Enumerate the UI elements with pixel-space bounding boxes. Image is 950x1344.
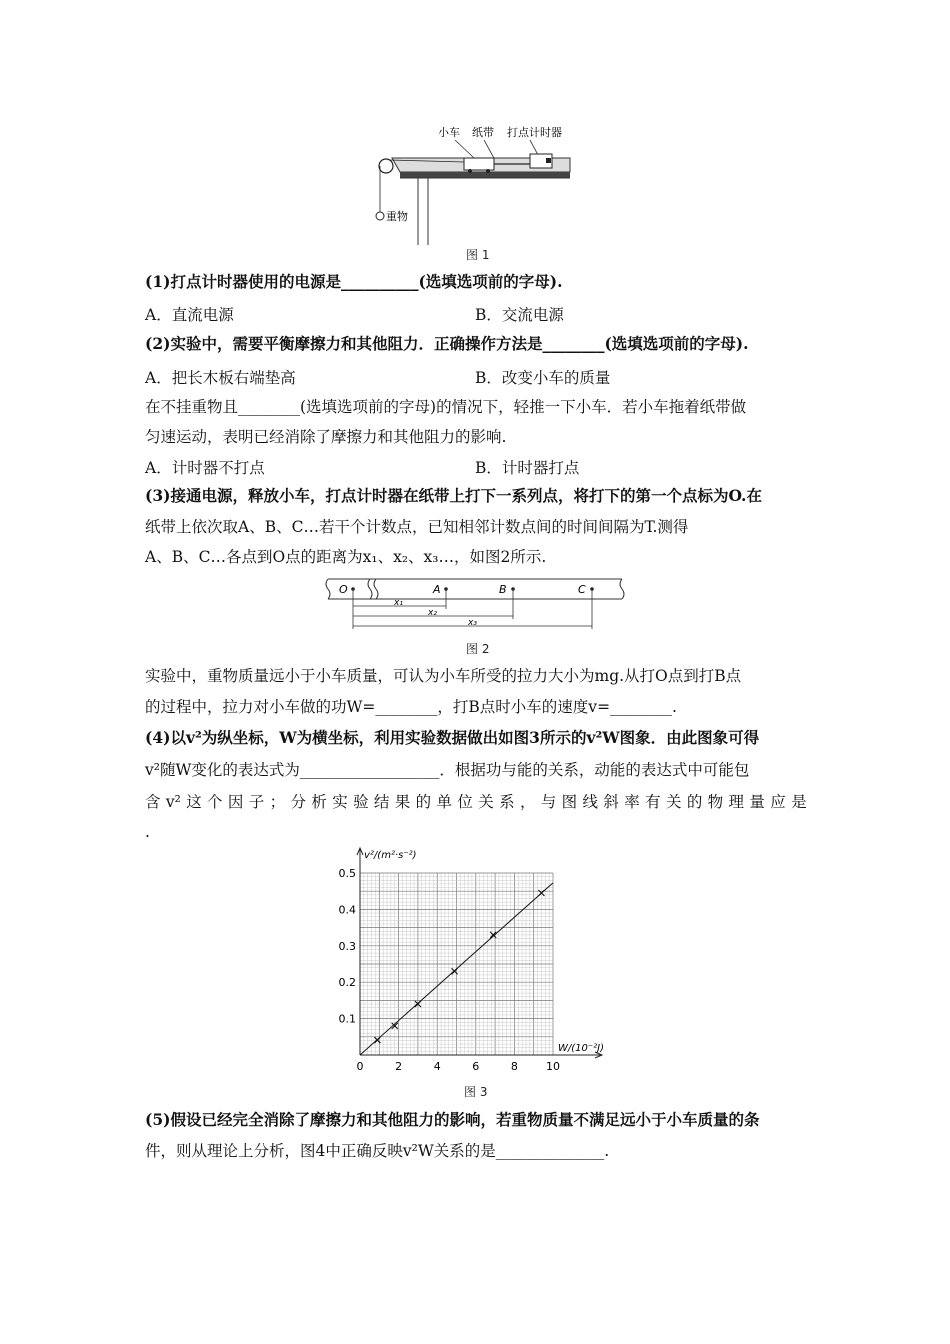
- q4-line3-char: 系: [499, 793, 515, 811]
- y-tick-label: 0.4: [338, 903, 356, 917]
- y-tick-label: 0.2: [338, 976, 356, 990]
- q4-line3-char: 斜: [603, 793, 619, 811]
- q1-option-a: A．直流电源: [145, 306, 234, 324]
- fig1-label-cart: 小车: [438, 126, 460, 139]
- q4-line3-char: 是: [791, 793, 807, 811]
- q5-line2: 件，则从理论上分析，图4中正确反映v²W关系的是______________.: [145, 1142, 610, 1160]
- label-o: O: [339, 583, 348, 596]
- q4-line3-char: 验: [353, 793, 369, 811]
- q2-option-b2: B．计时器打点: [475, 459, 580, 477]
- q2-stem2-line2: 匀速运动，表明已经消除了摩擦力和其他阻力的影响.: [145, 428, 507, 446]
- q4-line2: v²随W变化的表达式为__________________．根据功与能的关系，动能的表达式中可能包: [145, 761, 750, 779]
- y-tick-label: 0.5: [338, 867, 356, 880]
- x-tick-label: 8: [510, 1060, 518, 1073]
- q2-stem: (2)实验中，需要平衡摩擦力和其他阻力．正确操作方法是________(选填选项前的字母).: [145, 334, 749, 353]
- q4-line3-char: 关: [665, 793, 682, 811]
- figure-1-apparatus: [370, 120, 590, 250]
- q4-line3-char: 物: [707, 793, 724, 811]
- q4-line3-char: 理: [728, 793, 745, 811]
- q4-line3-char: 的: [415, 793, 432, 811]
- label-x3: x₃: [468, 618, 477, 628]
- label-b: B: [499, 583, 507, 596]
- figure-3-caption: 图 3: [464, 1085, 488, 1099]
- q4-line3-char: 量: [749, 793, 765, 811]
- x-tick-label: 0: [356, 1060, 364, 1073]
- q4-line3-char: 有: [645, 793, 661, 811]
- q3-line1: (3)接通电源，释放小车，打点计时器在纸带上打下一系列点，将打下的第一个点标为O.在: [145, 486, 762, 505]
- q4-line4: .: [145, 823, 150, 841]
- q4-line3-char: 因: [227, 793, 244, 811]
- q4-line3-char: ；: [269, 793, 286, 811]
- q3-line3: A、B、C…各点到O点的距离为x₁、x₂、x₃…，如图2所示.: [145, 548, 547, 566]
- fig1-label-weight: 重物: [386, 210, 408, 223]
- q4-line3-char: 含: [145, 793, 161, 811]
- q4-line3-char: 应: [770, 793, 786, 811]
- label-x1: x₁: [394, 598, 403, 608]
- q4-line3-char: 位: [457, 793, 473, 811]
- q4-line3-char: v²: [165, 793, 181, 811]
- q4-line3-char: 子: [248, 793, 265, 811]
- x-tick-label: 2: [395, 1060, 403, 1073]
- q4-line3-char: 这: [186, 793, 202, 811]
- fig1-label-tape: 纸带: [472, 126, 494, 139]
- y-tick-label: 0.3: [338, 939, 356, 953]
- figure-3-chart: [320, 845, 620, 1087]
- q4-line3-char: 率: [624, 793, 640, 811]
- fig1-label-timer: 打点计时器: [507, 126, 562, 139]
- x-tick-label: 6: [472, 1060, 480, 1073]
- label-a: A: [433, 583, 441, 596]
- q3-line5: 的过程中，拉力对小车做的功W=________，打B点时小车的速度v=________.: [145, 698, 677, 716]
- label-c: C: [578, 583, 586, 596]
- q3-line2: 纸带上依次取A、B、C…若干个计数点，已知相邻计数点间的时间间隔为T.测得: [145, 518, 689, 536]
- q3-line4: 实验中，重物质量远小于小车质量，可认为小车所受的拉力大小为mg.从打O点到打B点: [145, 667, 742, 685]
- q4-line3-char: 图: [561, 793, 578, 811]
- q4-line3-char: 单: [436, 793, 453, 811]
- q4-line3-char: 与: [540, 793, 557, 811]
- q4-line3-char: 果: [394, 793, 411, 811]
- q2-option-a: A．把长木板右端垫高: [145, 369, 296, 387]
- figure-2-caption: 图 2: [466, 642, 490, 656]
- q4-line3-char: 析: [311, 793, 327, 811]
- figure-2-tape: [320, 575, 630, 635]
- figure-1-caption: 图 1: [466, 248, 490, 262]
- x-axis-label: W/(10⁻²J): [558, 1043, 605, 1054]
- q1-option-b: B．交流电源: [475, 306, 564, 324]
- x-tick-label: 10: [546, 1060, 560, 1073]
- label-x2: x₂: [428, 608, 437, 618]
- q2-option-b: B．改变小车的质量: [475, 369, 611, 387]
- q4-line1: (4)以v²为纵坐标，W为横坐标，利用实验数据做出如图3所示的v²W图象．由此图象可得: [145, 728, 760, 747]
- q1-stem: (1)打点计时器使用的电源是__________(选填选项前的字母).: [145, 272, 563, 291]
- y-tick-label: 0.1: [338, 1012, 356, 1026]
- q5-line1: (5)假设已经完全消除了摩擦力和其他阻力的影响，若重物质量不满足远小于小车质量的条: [145, 1110, 760, 1129]
- y-axis-label: v²/(m²·s⁻²): [364, 850, 417, 861]
- q4-line3-char: 个: [207, 793, 223, 811]
- q4-line3-char: 实: [332, 793, 348, 811]
- q4-line3: [145, 792, 807, 812]
- q4-line3-char: 结: [373, 793, 390, 811]
- x-tick-label: 4: [433, 1060, 441, 1073]
- q4-line3-char: 的: [686, 793, 703, 811]
- q2-stem2-line1: 在不挂重物且________(选填选项前的字母)的情况下，轻推一下小车．若小车拖着纸带做: [145, 398, 747, 416]
- q4-line3-char: 分: [290, 793, 306, 811]
- q4-line3-char: 线: [582, 793, 599, 811]
- q4-line3-char: ，: [519, 793, 536, 811]
- q2-option-a2: A．计时器不打点: [145, 459, 265, 477]
- q4-line3-char: 关: [478, 793, 494, 811]
